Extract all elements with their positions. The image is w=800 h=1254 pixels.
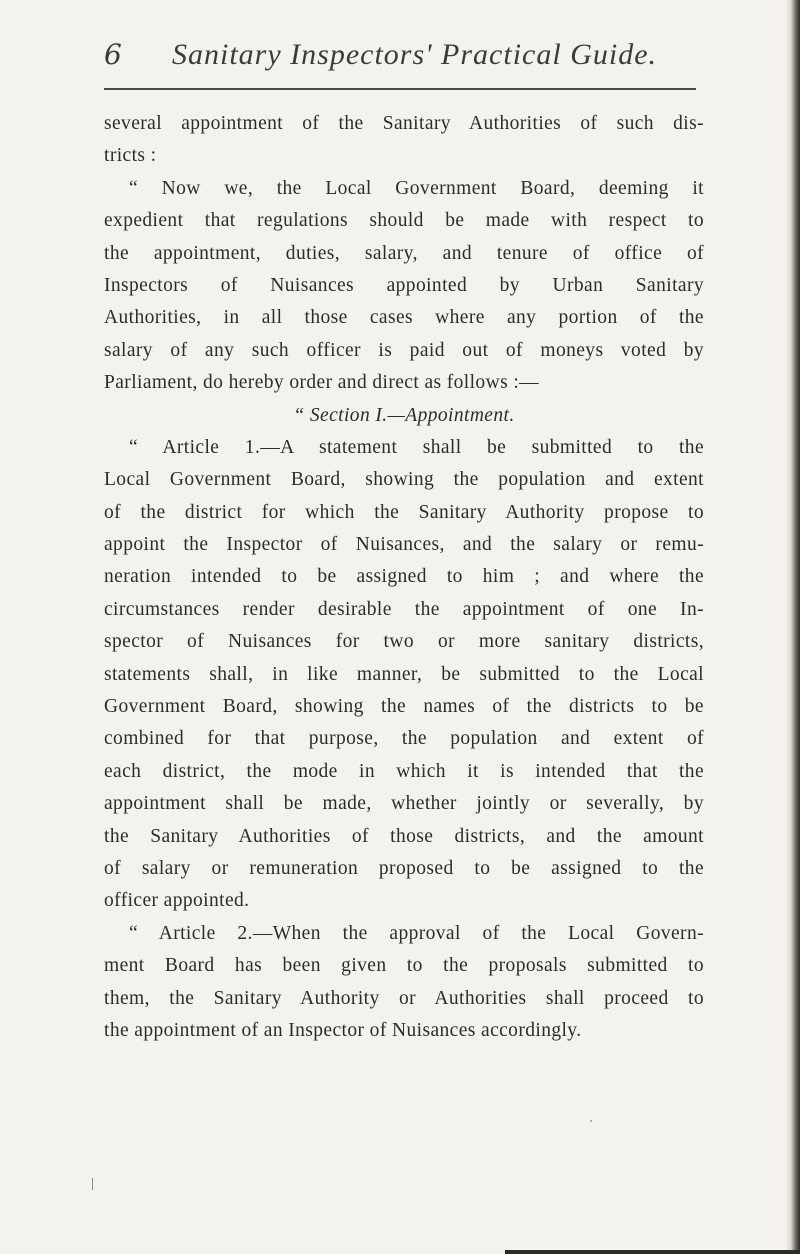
bottom-edge-rule xyxy=(505,1250,800,1254)
text-line: “ Now we, the Local Government Board, deeming it xyxy=(129,177,704,199)
page-edge-shadow xyxy=(786,0,800,1254)
text-line: Inspectors of Nuisances appointed by Urban Sanitary xyxy=(104,274,704,296)
text-line: circumstances render desirable the appointment of one In- xyxy=(104,598,704,620)
page-number: 6 xyxy=(104,38,122,71)
text-line: neration intended to be assigned to him ; and where the xyxy=(104,566,704,588)
text-line: of salary or remuneration proposed to be assigned to the xyxy=(104,857,704,879)
text-line: Government Board, showing the names of the districts to be xyxy=(104,696,704,718)
text-line: appointment shall be made, whether jointly or severally, by xyxy=(104,793,704,815)
text-line: the appointment, duties, salary, and tenure of office of xyxy=(104,242,704,264)
text-line: ment Board has been given to the proposals submitted to xyxy=(104,955,704,977)
text-line: officer appointed. xyxy=(104,890,250,912)
text-line: Parliament, do hereby order and direct as follows :— xyxy=(104,372,540,394)
speck-mark xyxy=(590,1120,592,1122)
stray-mark xyxy=(92,1178,93,1190)
body-text xyxy=(104,108,704,1047)
section-heading: “ Section I.—Appointment. xyxy=(293,404,515,426)
text-line: them, the Sanitary Authority or Authorities shall proceed to xyxy=(104,987,704,1009)
text-line: each district, the mode in which it is intended that the xyxy=(104,760,704,782)
text-line: the appointment of an Inspector of Nuisances accordingly. xyxy=(104,1019,582,1041)
text-line: Local Government Board, showing the population and extent xyxy=(104,469,704,491)
header-rule xyxy=(104,88,696,90)
text-line: “ Article 2.—When the approval of the Local Govern- xyxy=(129,922,704,944)
text-line: spector of Nuisances for two or more sanitary districts, xyxy=(104,631,704,653)
text-line: combined for that purpose, the population and extent of xyxy=(104,728,704,750)
text-line: salary of any such officer is paid out of moneys voted by xyxy=(104,339,704,361)
text-line: Authorities, in all those cases where any portion of the xyxy=(104,307,704,329)
running-title: Sanitary Inspectors' Practical Guide. xyxy=(172,38,658,71)
text-line: of the district for which the Sanitary Authority propose to xyxy=(104,501,704,523)
text-line: tricts : xyxy=(104,145,157,167)
text-line: “ Article 1.—A statement shall be submitted to the xyxy=(129,436,704,458)
text-line: appoint the Inspector of Nuisances, and the salary or remu- xyxy=(104,534,704,556)
page-header xyxy=(104,38,704,94)
text-line: several appointment of the Sanitary Authorities of such dis- xyxy=(104,113,704,134)
text-line: the Sanitary Authorities of those districts, and the amount xyxy=(104,825,704,847)
text-line: statements shall, in like manner, be submitted to the Local xyxy=(104,663,704,685)
text-line: expedient that regulations should be made with respect to xyxy=(104,210,704,232)
